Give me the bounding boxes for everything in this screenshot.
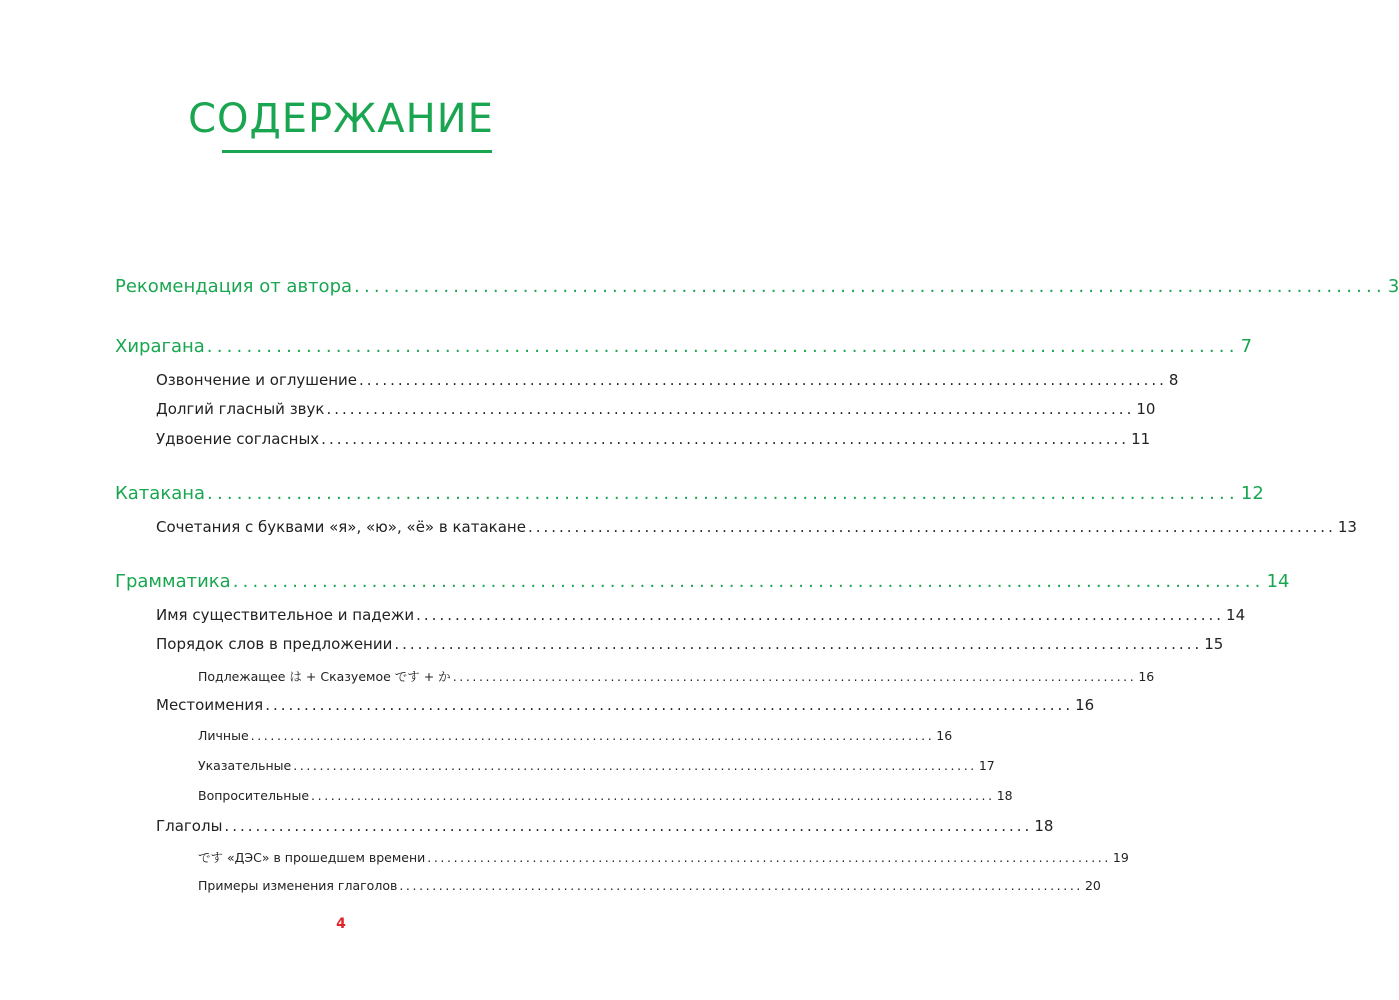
toc-entry-interrogative[interactable]: [198, 788, 1013, 803]
toc-entry-voicing[interactable]: [156, 371, 1179, 389]
toc-entry-page: 16: [936, 728, 953, 743]
toc-entry-page: 7: [1240, 336, 1253, 357]
toc-leader-dots: ........................................................................................................: [207, 483, 1239, 504]
toc-entry-label: Катакана: [115, 483, 206, 504]
toc-entry-label: Местоимения: [156, 696, 264, 714]
toc-entry-label: Личные: [198, 728, 249, 743]
toc-entry-page: 17: [978, 758, 995, 773]
toc-leader-dots: ........................................................................................................: [416, 606, 1225, 624]
toc-leader-dots: ........................................................................................................: [265, 696, 1074, 714]
toc-entry-pronouns[interactable]: [156, 696, 1095, 714]
toc-entry-verbs[interactable]: [156, 817, 1054, 835]
toc-entry-page: 13: [1337, 518, 1357, 536]
toc-entry-label: です «ДЭС» в прошедшем времени: [198, 850, 426, 865]
toc-leader-dots: ........................................................................................................: [311, 788, 995, 803]
page-number: 4: [336, 916, 346, 932]
toc-leader-dots: ........................................................................................................: [394, 635, 1203, 653]
toc-entry-subject-predicate[interactable]: [198, 667, 1155, 685]
toc-entry-page: 15: [1204, 635, 1224, 653]
toc-entry-verb-examples[interactable]: [198, 878, 1101, 893]
toc-leader-dots: ........................................................................................................: [293, 758, 977, 773]
toc-leader-dots: ........................................................................................................: [250, 728, 935, 743]
toc-entry-label: Порядок слов в предложении: [156, 635, 393, 653]
toc-entry-page: 16: [1138, 669, 1155, 684]
toc-entry-page: 18: [1034, 817, 1054, 835]
toc-leader-dots: ........................................................................................................: [399, 878, 1083, 893]
toc-entry-label: Рекомендация от автора: [115, 276, 353, 297]
toc-leader-dots: ........................................................................................................: [354, 276, 1386, 297]
toc-leader-dots: ........................................................................................................: [427, 850, 1111, 865]
toc-entry-label: Удвоение согласных: [156, 430, 320, 448]
toc-entry-page: 12: [1240, 483, 1264, 504]
toc-leader-dots: ........................................................................................................: [206, 336, 1239, 357]
toc-entry-label: Глаголы: [156, 817, 223, 835]
toc-entry-label: Указательные: [198, 758, 292, 773]
toc-leader-dots: ........................................................................................................: [321, 430, 1130, 448]
toc-entry-nouns-cases[interactable]: [156, 606, 1246, 624]
toc-entry-grammar[interactable]: [115, 571, 1290, 592]
toc-leader-dots: ........................................................................................................: [452, 669, 1137, 684]
toc-entry-page: 19: [1112, 850, 1129, 865]
toc-entry-page: 18: [996, 788, 1013, 803]
toc-entry-katakana[interactable]: [115, 483, 1264, 504]
toc-entry-label: Хирагана: [115, 336, 205, 357]
toc-entry-label: Сочетания с буквами «я», «ю», «ё» в катакане: [156, 518, 526, 536]
toc-entry-desu-past[interactable]: [198, 848, 1129, 866]
toc-leader-dots: ........................................................................................................: [527, 518, 1336, 536]
toc-leader-dots: ........................................................................................................: [359, 371, 1167, 389]
page-title: СОДЕРЖАНИЕ: [188, 96, 494, 142]
toc-entry-page: 20: [1084, 878, 1101, 893]
toc-leader-dots: ........................................................................................................: [232, 571, 1265, 592]
toc-entry-label: Имя существительное и падежи: [156, 606, 415, 624]
toc-entry-katakana-combinations[interactable]: [156, 518, 1357, 536]
toc-entry-label: Примеры изменения глаголов: [198, 878, 398, 893]
toc-entry-label: Грамматика: [115, 571, 231, 592]
toc-entry-label: Подлежащее は + Сказуемое です + か: [198, 669, 451, 684]
toc-leader-dots: ........................................................................................................: [224, 817, 1033, 835]
toc-entry-page: 14: [1266, 571, 1290, 592]
toc-entry-page: 3: [1387, 276, 1399, 297]
toc-entry-page: 10: [1136, 400, 1156, 418]
toc-entry-label: Озвончение и оглушение: [156, 371, 358, 389]
toc-entry-author-recommendation[interactable]: [115, 276, 1399, 297]
toc-entry-label: Вопросительные: [198, 788, 310, 803]
toc-entry-doubled-consonants[interactable]: [156, 430, 1151, 448]
toc-entry-label: Долгий гласный звук: [156, 400, 325, 418]
toc-entry-hiragana[interactable]: [115, 336, 1253, 357]
toc-entry-long-vowel[interactable]: [156, 400, 1156, 418]
toc-leader-dots: ........................................................................................................: [326, 400, 1135, 418]
toc-entry-page: 14: [1226, 606, 1246, 624]
toc-entry-personal[interactable]: [198, 728, 953, 743]
toc-entry-page: 16: [1075, 696, 1095, 714]
toc-entry-demonstrative[interactable]: [198, 758, 995, 773]
toc-entry-word-order[interactable]: [156, 635, 1224, 653]
toc-entry-page: 11: [1131, 430, 1151, 448]
toc-entry-page: 8: [1168, 371, 1179, 389]
title-underline: [222, 150, 492, 153]
